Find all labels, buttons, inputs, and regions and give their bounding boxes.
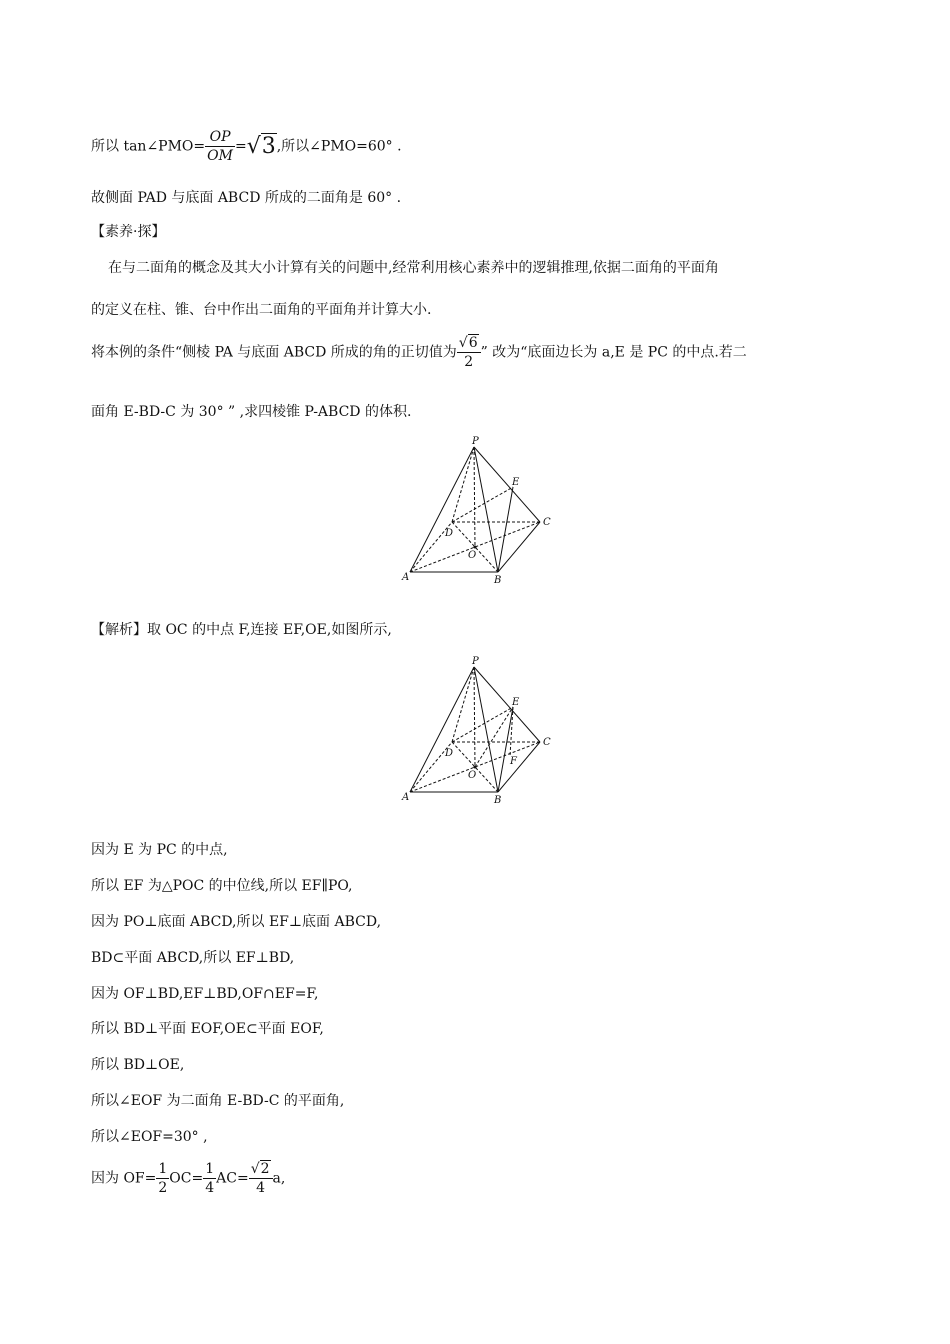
text-line-condition <box>91 334 747 371</box>
label-e: E <box>512 477 520 488</box>
label-e: E <box>512 697 520 708</box>
label-p: P <box>472 656 479 667</box>
fraction-sqrt6-over-2 <box>457 334 481 371</box>
paragraph-line-1: 在与二面角的概念及其大小计算有关的问题中,经常利用核心素养中的逻辑推理,依据二面角的平面角 <box>108 260 719 276</box>
proof-line-2: 所以 EF 为△POC 的中位线,所以 EF∥PO, <box>91 878 353 894</box>
fraction-denominator: OM <box>207 148 233 164</box>
fraction-denominator: 4 <box>249 1178 273 1197</box>
proof-line-6: 所以 BD⊥平面 EOF,OE⊂平面 EOF, <box>91 1021 324 1037</box>
tan-suffix: ,所以∠PMO=60° . <box>276 138 402 155</box>
text-line-tan-pmo <box>91 128 402 165</box>
label-f: F <box>510 756 517 767</box>
paragraph-line-2: 的定义在柱、锥、台中作出二面角的平面角并计算大小. <box>91 302 432 318</box>
solution-intro: 【解析】取 OC 的中点 F,连接 EF,OE,如图所示, <box>91 622 392 638</box>
tan-prefix: 所以 tan∠PMO= <box>91 138 206 155</box>
ac-text: AC= <box>216 1170 249 1187</box>
text-line-dihedral-60: 故侧面 PAD 与底面 ABCD 所成的二面角是 60° . <box>91 190 402 206</box>
radicand: 6 <box>468 335 478 351</box>
fraction-numerator <box>249 1160 273 1178</box>
fraction-one-half <box>156 1160 169 1197</box>
fraction-sqrt2-over-4 <box>249 1160 273 1197</box>
fraction-numerator <box>457 334 481 352</box>
radical-sign-icon: √ <box>246 133 261 159</box>
oc-text: OC= <box>169 1170 204 1187</box>
section-heading-literacy: 【素养·探】 <box>91 224 166 240</box>
proof-line-9: 所以∠EOF=30° , <box>91 1129 208 1145</box>
proof-line-8: 所以∠EOF 为二面角 E-BD-C 的平面角, <box>91 1093 345 1109</box>
sqrt-3 <box>246 133 277 159</box>
radicand: 2 <box>260 1161 270 1177</box>
label-b: B <box>494 795 502 804</box>
label-a: A <box>402 792 410 803</box>
label-a: A <box>402 572 410 583</box>
text-line-question: 面角 E-BD-C 为 30° ” ,求四棱锥 P-ABCD 的体积. <box>91 404 412 420</box>
radical-sign-icon: √ <box>458 335 468 351</box>
label-p: P <box>472 436 479 447</box>
fraction-numerator: 1 <box>158 1161 168 1177</box>
fraction-numerator: OP <box>209 129 231 145</box>
label-c: C <box>543 517 551 528</box>
of-prefix: 因为 OF= <box>91 1170 157 1187</box>
proof-line-5: 因为 OF⊥BD,EF⊥BD,OF∩EF=F, <box>91 986 319 1002</box>
label-b: B <box>494 575 502 584</box>
radical-sign-icon: √ <box>250 1161 260 1177</box>
proof-line-1: 因为 E 为 PC 的中点, <box>91 842 228 858</box>
fraction-op-om <box>205 128 235 165</box>
pyramid-figure-1 <box>400 432 560 584</box>
fraction-denominator: 2 <box>158 1180 168 1196</box>
proof-line-4: BD⊂平面 ABCD,所以 EF⊥BD, <box>91 950 295 966</box>
fraction-numerator: 1 <box>205 1161 215 1177</box>
radicand: 3 <box>261 133 276 159</box>
pyramid-figure-2 <box>400 652 560 804</box>
label-d: D <box>445 748 454 759</box>
label-d: D <box>445 528 454 539</box>
fraction-denominator: 4 <box>205 1180 215 1196</box>
proof-line-7: 所以 BD⊥OE, <box>91 1057 185 1073</box>
proof-line-3: 因为 PO⊥底面 ABCD,所以 EF⊥底面 ABCD, <box>91 914 382 930</box>
equals-sign: = <box>234 138 247 155</box>
label-o: O <box>468 770 477 781</box>
label-c: C <box>543 737 551 748</box>
condition-prefix: 将本例的条件“侧棱 PA 与底面 ABCD 所成的角的正切值为 <box>91 344 457 361</box>
label-o: O <box>468 550 477 561</box>
a-suffix: a, <box>272 1170 286 1187</box>
condition-suffix: ” 改为“底面边长为 a,E 是 PC 的中点.若二 <box>480 344 747 361</box>
fraction-one-quarter <box>203 1160 216 1197</box>
fraction-denominator: 2 <box>457 352 481 371</box>
proof-line-10 <box>91 1160 285 1197</box>
